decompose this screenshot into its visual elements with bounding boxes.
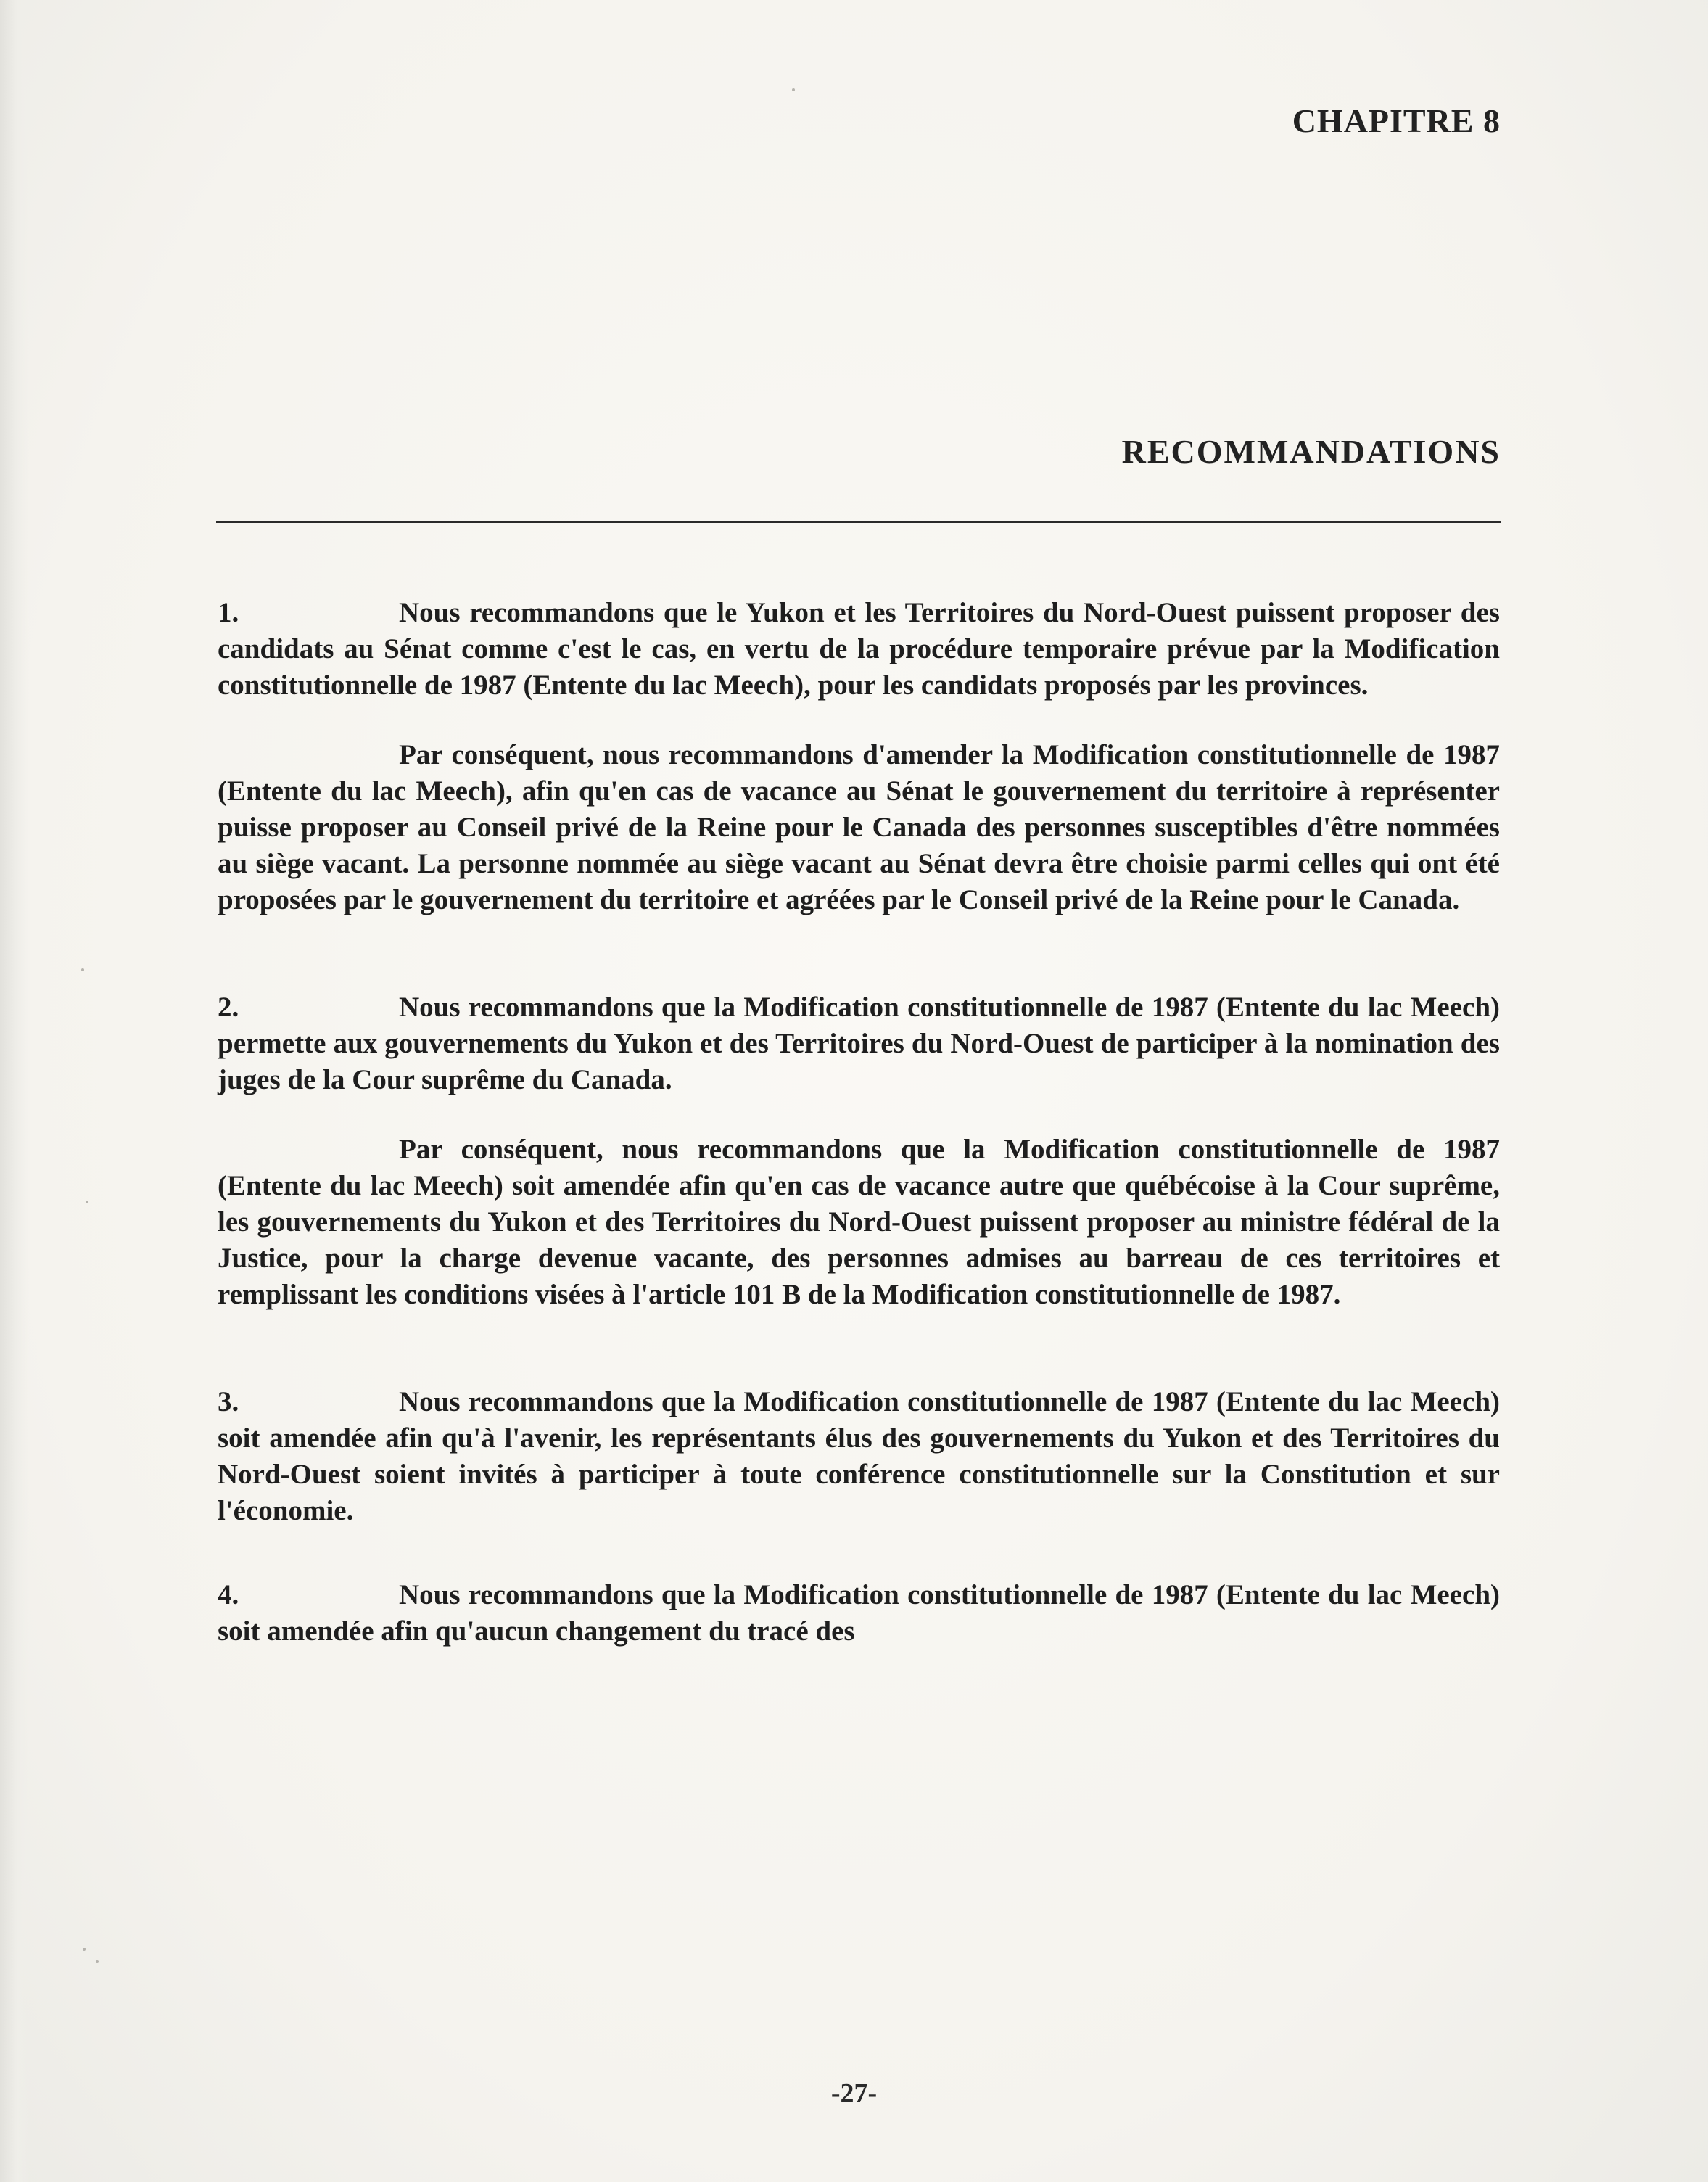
section-divider bbox=[216, 521, 1501, 523]
paper-speck bbox=[81, 968, 84, 971]
section-title: RECOMMANDATIONS bbox=[1121, 433, 1501, 470]
recommendation-4 bbox=[218, 1577, 1500, 1650]
recommendation-1-consequence: Par conséquent, nous recommandons d'amender la Modification constitutionnelle de 1987 (Entente du lac Meech), afin qu'en cas de vacance au Sénat le gouvernement du territoire à représenter puisse proposer au Conseil privé de la Reine pour le Canada des personnes susceptibles d'être nommées au siège vacant. La personne nommée au siège vacant au Sénat devra être choisie parmi celles qui ont été proposées par le gouvernement du territoire et agréées par le Conseil privé de la Reine pour le Canada. bbox=[218, 739, 1500, 915]
recommendation-1-number: 1. bbox=[218, 597, 239, 628]
recommendation-1 bbox=[218, 595, 1500, 704]
recommendation-2-consequence: Par conséquent, nous recommandons que la Modification constitutionnelle de 1987 (Entente du lac Meech) soit amendée afin qu'en cas de vacance autre que québécoise à la Cour suprême, les gouvernements du Yukon et des Territoires du Nord-Ouest puissent proposer au ministre fédéral de la Justice, pour la charge devenue vacante, des personnes admises au barreau de ces territoires et remplissant les conditions visées à l'article 101 B de la Modification constitutionnelle de 1987. bbox=[218, 1134, 1500, 1310]
recommendation-2-text: Nous recommandons que la Modification constitutionnelle de 1987 (Entente du lac Meech) permette aux gouvernements du Yukon et des Territoires du Nord-Ouest de participer à la nomination des juges de la Cour suprême du Canada. bbox=[218, 992, 1500, 1095]
page-edge-shadow bbox=[0, 0, 29, 2182]
recommendation-1-text: Nous recommandons que le Yukon et les Territoires du Nord-Ouest puissent proposer des candidats au Sénat comme c'est le cas, en vertu de la procédure temporaire prévue par la Modification constitutionnelle de 1987 (Entente du lac Meech), pour les candidats proposés par les provinces. bbox=[218, 597, 1500, 701]
paper-speck bbox=[96, 1960, 99, 1963]
paper-speck bbox=[83, 1948, 86, 1951]
recommendation-2 bbox=[218, 989, 1500, 1098]
recommendation-3-number: 3. bbox=[218, 1386, 239, 1417]
recommendation-2-number: 2. bbox=[218, 992, 239, 1023]
paper-speck bbox=[86, 1201, 88, 1203]
page-number: -27- bbox=[830, 2078, 878, 2109]
recommendation-3-text: Nous recommandons que la Modification constitutionnelle de 1987 (Entente du lac Meech) soit amendée afin qu'à l'avenir, les représentants élus des gouvernements du Yukon et des Territoires du Nord-Ouest soient invités à participer à toute conférence constitutionnelle sur la Constitution et sur l'économie. bbox=[218, 1386, 1500, 1526]
recommendation-4-number: 4. bbox=[218, 1579, 239, 1610]
recommendation-3 bbox=[218, 1384, 1500, 1529]
paper-speck bbox=[792, 88, 795, 91]
chapter-heading: CHAPITRE 8 bbox=[1292, 102, 1501, 139]
recommendation-4-text: Nous recommandons que la Modification constitutionnelle de 1987 (Entente du lac Meech) soit amendée afin qu'aucun changement du tracé des bbox=[218, 1579, 1500, 1647]
recommendations-body bbox=[218, 595, 1500, 1650]
